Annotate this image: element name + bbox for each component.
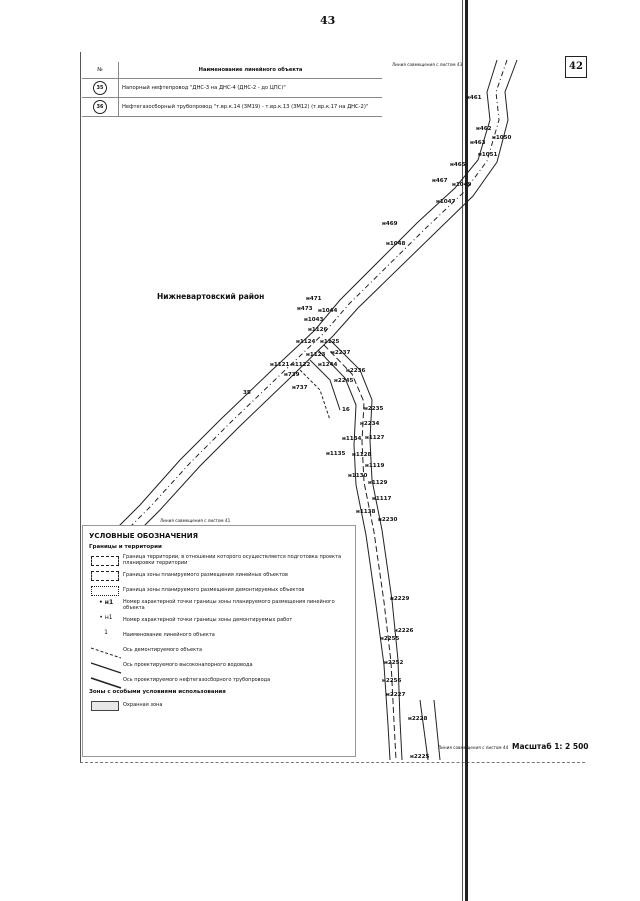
legend-section: Зоны с особыми условиями использования (89, 689, 226, 695)
map-label: н2227 (386, 692, 406, 698)
objects-table (82, 62, 382, 117)
protection-zone-icon (89, 699, 123, 711)
object-name: Напорный нефтепровод "ДНС-3 на ДНС-4 (ДНС-2 - до ЦПС)" (119, 79, 383, 98)
map-label: н1128 (352, 452, 372, 458)
legend-item: Граница зоны планируемого размещения демонтируемых объектов (89, 582, 355, 597)
map-label: н1051 (478, 152, 498, 158)
map-scale: Масштаб 1: 2 500 (512, 742, 589, 751)
map-label: н467 (432, 178, 448, 184)
map-label: н1049 (452, 182, 472, 188)
match-line-bottom: Линия совмещения с листом 44 (438, 745, 509, 750)
map-label: н1127 (365, 435, 385, 441)
legend (82, 525, 356, 757)
map-label: н2228 (408, 716, 428, 722)
object-name-icon: 1 (104, 628, 108, 636)
map-label: н1043 (304, 317, 324, 323)
map-label: н1050 (492, 135, 512, 141)
map-label: н2230 (378, 517, 398, 523)
map-label: н1126 (308, 327, 328, 333)
map-label: н463 (470, 140, 486, 146)
district-label: Нижневартовский район (157, 292, 265, 301)
map-label: н1121 (270, 362, 290, 368)
map-label: н1124 (296, 339, 316, 345)
legend-section: Границы и территории (89, 544, 162, 550)
map-label: н1044 (318, 308, 338, 314)
map-label: н471 (306, 296, 322, 302)
header-name: Наименование линейного объекта (119, 62, 383, 79)
map-label: н2226 (394, 628, 414, 634)
map-label: 35 (243, 390, 251, 396)
map-label: н739 (284, 372, 300, 378)
legend-item: Граница зоны планируемого размещения линейных объектов (89, 567, 355, 582)
map-label: 16 (342, 407, 350, 413)
legend-item: • н1 Номер характерной точки границы зоны демонтируемых работ (89, 612, 355, 627)
map-label: н2237 (331, 350, 351, 356)
boundary-dashdot-icon (89, 554, 123, 566)
map-label: н2255 (380, 636, 400, 642)
legend-item: Ось демонтируемого объекта (89, 642, 355, 657)
corridor-continuation (420, 700, 440, 760)
object-name: Нефтегазосборный трубопровод "т.вр.к.14 (3М19) - т.вр.к.13 (3М12) (т.вр.к.17 на ДНС-2)" (119, 98, 383, 117)
legend-item: 1 Наименование линейного объекта (89, 627, 355, 642)
map-label: н1047 (436, 199, 456, 205)
match-line-left: Линия совмещения с листом 41 (160, 518, 231, 523)
object-number: 36 (93, 100, 107, 114)
map-label: н469 (382, 221, 398, 227)
map-label: н1122 (291, 362, 311, 368)
legend-item: Граница территории, в отношении которого осуществляется подготовка проекта планировки территории (89, 552, 355, 567)
table-row (82, 98, 382, 117)
map-label: н1117 (372, 496, 392, 502)
map-label: н462 (476, 126, 492, 132)
map-label: н465 (450, 162, 466, 168)
table-header (82, 62, 382, 79)
corridor-upper (100, 60, 517, 550)
page-number: 43 (320, 14, 336, 27)
map-label: н2225 (410, 754, 430, 760)
match-line-top: Линия совмещения с листом 43 (392, 62, 463, 67)
legend-item: Охранная зона (89, 697, 355, 712)
map-label: н2229 (390, 596, 410, 602)
object-number: 35 (93, 81, 107, 95)
map-label: н1130 (348, 473, 368, 479)
map-label: н1138 (356, 509, 376, 515)
axis-pipeline-icon (89, 674, 123, 686)
map-label: н473 (297, 306, 313, 312)
map-label: н1119 (365, 463, 385, 469)
table-row (82, 79, 382, 98)
map-label: н2236 (346, 368, 366, 374)
map-label: н2256 (382, 678, 402, 684)
map-label: н1048 (386, 241, 406, 247)
boundary-dash-icon (89, 569, 123, 581)
map-label: н2234 (360, 421, 380, 427)
map-label: н1125 (320, 339, 340, 345)
axis-demolished-icon (89, 644, 123, 656)
legend-item: Ось проектируемого высоконапорного водовода (89, 657, 355, 672)
map-label: н737 (292, 385, 308, 391)
header-no: № (82, 62, 119, 79)
map-label: н1134 (342, 436, 362, 442)
map-label: н1135 (326, 451, 346, 457)
legend-item: • н1 Номер характерной точки границы зоны планируемого размещения линейного объекта (89, 597, 355, 612)
map-label: н1129 (368, 480, 388, 486)
map-label: н1123 (306, 352, 326, 358)
boundary-dash-thin-icon (89, 584, 123, 596)
point-number-icon: • н1 (98, 598, 114, 606)
sheet-number-box: 42 (565, 56, 587, 78)
point-number-demo-icon: • н1 (99, 613, 113, 621)
map-label: н461 (466, 95, 482, 101)
map-label: н2235 (364, 406, 384, 412)
map-label: н1244 (318, 362, 338, 368)
map-label: н2252 (384, 660, 404, 666)
axis-hv-icon (89, 659, 123, 671)
legend-title: УСЛОВНЫЕ ОБОЗНАЧЕНИЯ (89, 532, 198, 540)
legend-item: Ось проектируемого нефтегазосборного трубопровода (89, 672, 355, 687)
map-label: н2245 (334, 378, 354, 384)
